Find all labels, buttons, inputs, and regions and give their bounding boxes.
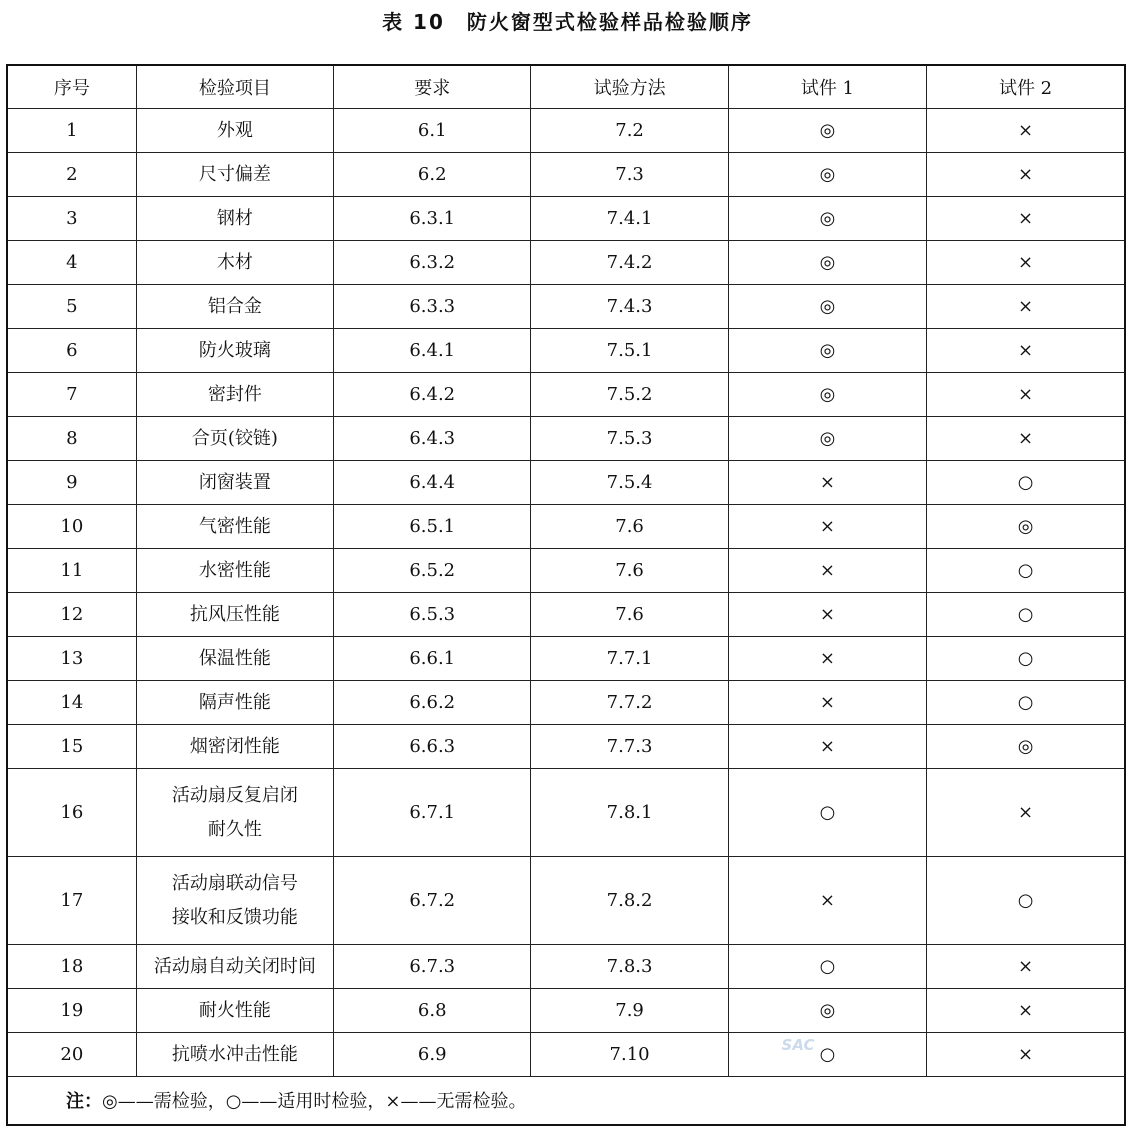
cell-requirement: 6.6.1 (334, 637, 531, 681)
cell-no: 4 (7, 241, 136, 285)
cell-no: 11 (7, 549, 136, 593)
cell-no: 12 (7, 593, 136, 637)
cell-specimen-2: × (927, 989, 1125, 1033)
cell-method: 7.5.3 (531, 417, 728, 461)
table-row (7, 505, 1125, 549)
cell-item: 合页(铰链) (136, 417, 333, 461)
table-row (7, 945, 1125, 989)
cell-specimen-2: × (927, 945, 1125, 989)
cell-no: 15 (7, 725, 136, 769)
cell-requirement: 6.4.3 (334, 417, 531, 461)
cell-specimen-1: ◎ (728, 285, 926, 329)
cell-item: 保温性能 (136, 637, 333, 681)
cell-specimen-1: × (728, 637, 926, 681)
table-row (7, 989, 1125, 1033)
cell-method: 7.4.1 (531, 197, 728, 241)
cell-specimen-1: ◎ (728, 153, 926, 197)
cell-requirement: 6.4.1 (334, 329, 531, 373)
cell-item: 外观 (136, 109, 333, 153)
note-text: ◎——需检验，○——适用时检验，×——无需检验。 (102, 1091, 527, 1113)
cell-specimen-1: × (728, 593, 926, 637)
cell-item: 隔声性能 (136, 681, 333, 725)
cell-specimen-2: × (927, 197, 1125, 241)
inspection-order-table (6, 64, 1126, 1126)
cell-no: 1 (7, 109, 136, 153)
cell-specimen-2: × (927, 417, 1125, 461)
table-row (7, 285, 1125, 329)
cell-requirement: 6.5.3 (334, 593, 531, 637)
cell-specimen-1: ◎ (728, 989, 926, 1033)
cell-no: 5 (7, 285, 136, 329)
cell-specimen-2: ◎ (927, 505, 1125, 549)
cell-item: 木材 (136, 241, 333, 285)
cell-requirement: 6.6.2 (334, 681, 531, 725)
cell-specimen-1: ○ (728, 945, 926, 989)
cell-item-line-2: 耐久性 (207, 818, 262, 840)
cell-item: 尺寸偏差 (136, 153, 333, 197)
cell-specimen-2: × (927, 285, 1125, 329)
cell-item: 耐火性能 (136, 989, 333, 1033)
cell-no: 10 (7, 505, 136, 549)
cell-item: 密封件 (136, 373, 333, 417)
cell-method: 7.5.2 (531, 373, 728, 417)
cell-method: 7.7.3 (531, 725, 728, 769)
cell-no: 18 (7, 945, 136, 989)
table-row (7, 153, 1125, 197)
table-row (7, 769, 1125, 857)
cell-specimen-1: × (728, 549, 926, 593)
cell-specimen-1: ○ (728, 769, 926, 857)
cell-specimen-2: × (927, 769, 1125, 857)
table-row (7, 197, 1125, 241)
cell-specimen-2: ○ (927, 857, 1125, 945)
table-row (7, 637, 1125, 681)
table-row (7, 109, 1125, 153)
cell-requirement: 6.5.2 (334, 549, 531, 593)
cell-specimen-2: × (927, 153, 1125, 197)
table-row (7, 1033, 1125, 1077)
cell-specimen-1: ◎ (728, 109, 926, 153)
cell-method: 7.4.2 (531, 241, 728, 285)
header-test-method: 试验方法 (531, 65, 728, 109)
cell-specimen-2: × (927, 109, 1125, 153)
cell-specimen-2: × (927, 373, 1125, 417)
cell-item-line-1: 活动扇反复启闭 (171, 784, 298, 806)
cell-requirement: 6.4.4 (334, 461, 531, 505)
cell-specimen-2: ○ (927, 549, 1125, 593)
cell-method: 7.5.1 (531, 329, 728, 373)
cell-specimen-2: ○ (927, 637, 1125, 681)
cell-specimen-1: × (728, 461, 926, 505)
cell-specimen-2: × (927, 329, 1125, 373)
cell-no: 3 (7, 197, 136, 241)
cell-no: 7 (7, 373, 136, 417)
cell-method: 7.9 (531, 989, 728, 1033)
cell-item (136, 857, 333, 945)
cell-item: 防火玻璃 (136, 329, 333, 373)
cell-requirement: 6.1 (334, 109, 531, 153)
cell-item-line-1: 活动扇联动信号 (171, 872, 298, 894)
cell-requirement: 6.2 (334, 153, 531, 197)
cell-requirement: 6.9 (334, 1033, 531, 1077)
cell-method: 7.6 (531, 549, 728, 593)
header-item: 检验项目 (136, 65, 333, 109)
table-number: 表 10 (382, 10, 445, 34)
cell-method: 7.2 (531, 109, 728, 153)
cell-requirement: 6.7.2 (334, 857, 531, 945)
cell-requirement: 6.8 (334, 989, 531, 1033)
cell-method: 7.10 (531, 1033, 728, 1077)
cell-item: 水密性能 (136, 549, 333, 593)
cell-method: 7.6 (531, 505, 728, 549)
table-row (7, 681, 1125, 725)
cell-item-line-2: 接收和反馈功能 (171, 906, 298, 928)
table-row (7, 241, 1125, 285)
cell-specimen-1: ◎ (728, 197, 926, 241)
cell-item: 抗风压性能 (136, 593, 333, 637)
cell-method: 7.7.1 (531, 637, 728, 681)
cell-item: 烟密闭性能 (136, 725, 333, 769)
table-note-row (7, 1077, 1125, 1125)
cell-requirement: 6.4.2 (334, 373, 531, 417)
cell-item: 活动扇自动关闭时间 (136, 945, 333, 989)
cell-no: 8 (7, 417, 136, 461)
header-specimen-2: 试件 2 (927, 65, 1125, 109)
cell-requirement: 6.3.2 (334, 241, 531, 285)
cell-no: 20 (7, 1033, 136, 1077)
cell-requirement: 6.7.3 (334, 945, 531, 989)
cell-specimen-1: × (728, 857, 926, 945)
cell-no: 14 (7, 681, 136, 725)
cell-item (136, 769, 333, 857)
cell-specimen-1: × (728, 505, 926, 549)
cell-specimen-1: ◎ (728, 417, 926, 461)
cell-specimen-2: ○ (927, 593, 1125, 637)
cell-specimen-1: ◎ (728, 241, 926, 285)
cell-no: 9 (7, 461, 136, 505)
cell-specimen-1: × (728, 681, 926, 725)
table-row (7, 549, 1125, 593)
cell-item: 闭窗装置 (136, 461, 333, 505)
table-title (0, 6, 1135, 35)
header-requirement: 要求 (334, 65, 531, 109)
table-row (7, 461, 1125, 505)
table-title-text: 防火窗型式检验样品检验顺序 (466, 10, 753, 34)
cell-specimen-2: ○ (927, 681, 1125, 725)
header-specimen-1: 试件 1 (728, 65, 926, 109)
cell-requirement: 6.3.1 (334, 197, 531, 241)
cell-no: 2 (7, 153, 136, 197)
cell-specimen-1: ○ (728, 1033, 926, 1077)
sac-watermark: SAC (781, 1036, 815, 1054)
cell-no: 17 (7, 857, 136, 945)
cell-method: 7.8.2 (531, 857, 728, 945)
cell-specimen-2: × (927, 1033, 1125, 1077)
cell-method: 7.7.2 (531, 681, 728, 725)
table-row (7, 329, 1125, 373)
cell-specimen-1: × (728, 725, 926, 769)
table-note (7, 1077, 1125, 1125)
cell-no: 13 (7, 637, 136, 681)
cell-requirement: 6.7.1 (334, 769, 531, 857)
cell-requirement: 6.6.3 (334, 725, 531, 769)
table-header-row (7, 65, 1125, 109)
cell-item: 气密性能 (136, 505, 333, 549)
cell-method: 7.8.3 (531, 945, 728, 989)
cell-requirement: 6.5.1 (334, 505, 531, 549)
cell-requirement: 6.3.3 (334, 285, 531, 329)
cell-item: 钢材 (136, 197, 333, 241)
cell-method: 7.8.1 (531, 769, 728, 857)
cell-specimen-2: ○ (927, 461, 1125, 505)
header-no: 序号 (7, 65, 136, 109)
table-row (7, 857, 1125, 945)
cell-no: 19 (7, 989, 136, 1033)
table-row (7, 593, 1125, 637)
cell-specimen-2: × (927, 241, 1125, 285)
cell-specimen-1: ◎ (728, 373, 926, 417)
table-row (7, 417, 1125, 461)
cell-method: 7.5.4 (531, 461, 728, 505)
cell-item: 铝合金 (136, 285, 333, 329)
cell-no: 6 (7, 329, 136, 373)
cell-method: 7.6 (531, 593, 728, 637)
cell-specimen-2: ◎ (927, 725, 1125, 769)
cell-item: 抗喷水冲击性能 (136, 1033, 333, 1077)
cell-method: 7.4.3 (531, 285, 728, 329)
cell-method: 7.3 (531, 153, 728, 197)
note-label: 注： (66, 1091, 102, 1113)
cell-no: 16 (7, 769, 136, 857)
cell-specimen-1: ◎ (728, 329, 926, 373)
table-row (7, 725, 1125, 769)
table-row (7, 373, 1125, 417)
